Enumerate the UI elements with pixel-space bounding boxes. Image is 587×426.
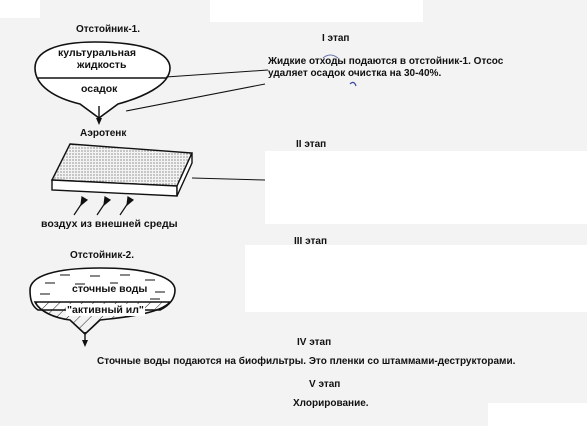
stage5-label: V этап <box>309 379 341 390</box>
stage4-text: Сточные воды подаются на биофильтры. Это пленки со штаммами-деструкторами. <box>97 356 516 367</box>
stage1-text-line2: удаляет осадок очистка на 30-40%. <box>268 68 442 79</box>
stage4-label: IV этап <box>297 337 332 348</box>
stage2-pointer-line <box>192 178 265 180</box>
stage1-text-line1: Жидкие отходы подаются в отстойник-1. Отсос <box>268 56 504 67</box>
aerotank-box <box>52 144 192 196</box>
stage1-label: I этап <box>322 33 350 44</box>
settler2-title: Отстойник-2. <box>70 250 134 261</box>
settler1-liquid-label-line2: жидкость <box>77 59 127 71</box>
stage2-label: II этап <box>296 139 327 150</box>
settler2-water-label: сточные воды <box>72 283 148 295</box>
aerotank-title: Аэротенк <box>80 128 127 139</box>
stage5-text: Хлорирование. <box>293 398 369 409</box>
stage1-pointer-line-a <box>166 70 268 77</box>
settler2-sludge-label: "активный ил" <box>67 304 144 316</box>
settler1-title: Отстойник-1. <box>76 24 140 35</box>
air-arrows <box>74 197 133 215</box>
air-source-label: воздух из внешней среды <box>41 218 178 230</box>
stage3-label: III этап <box>294 236 328 247</box>
settler1-sediment-label: осадок <box>81 83 118 95</box>
settler1-liquid-label-line1: культуральная <box>58 47 136 59</box>
pen-mark-b <box>350 82 356 86</box>
